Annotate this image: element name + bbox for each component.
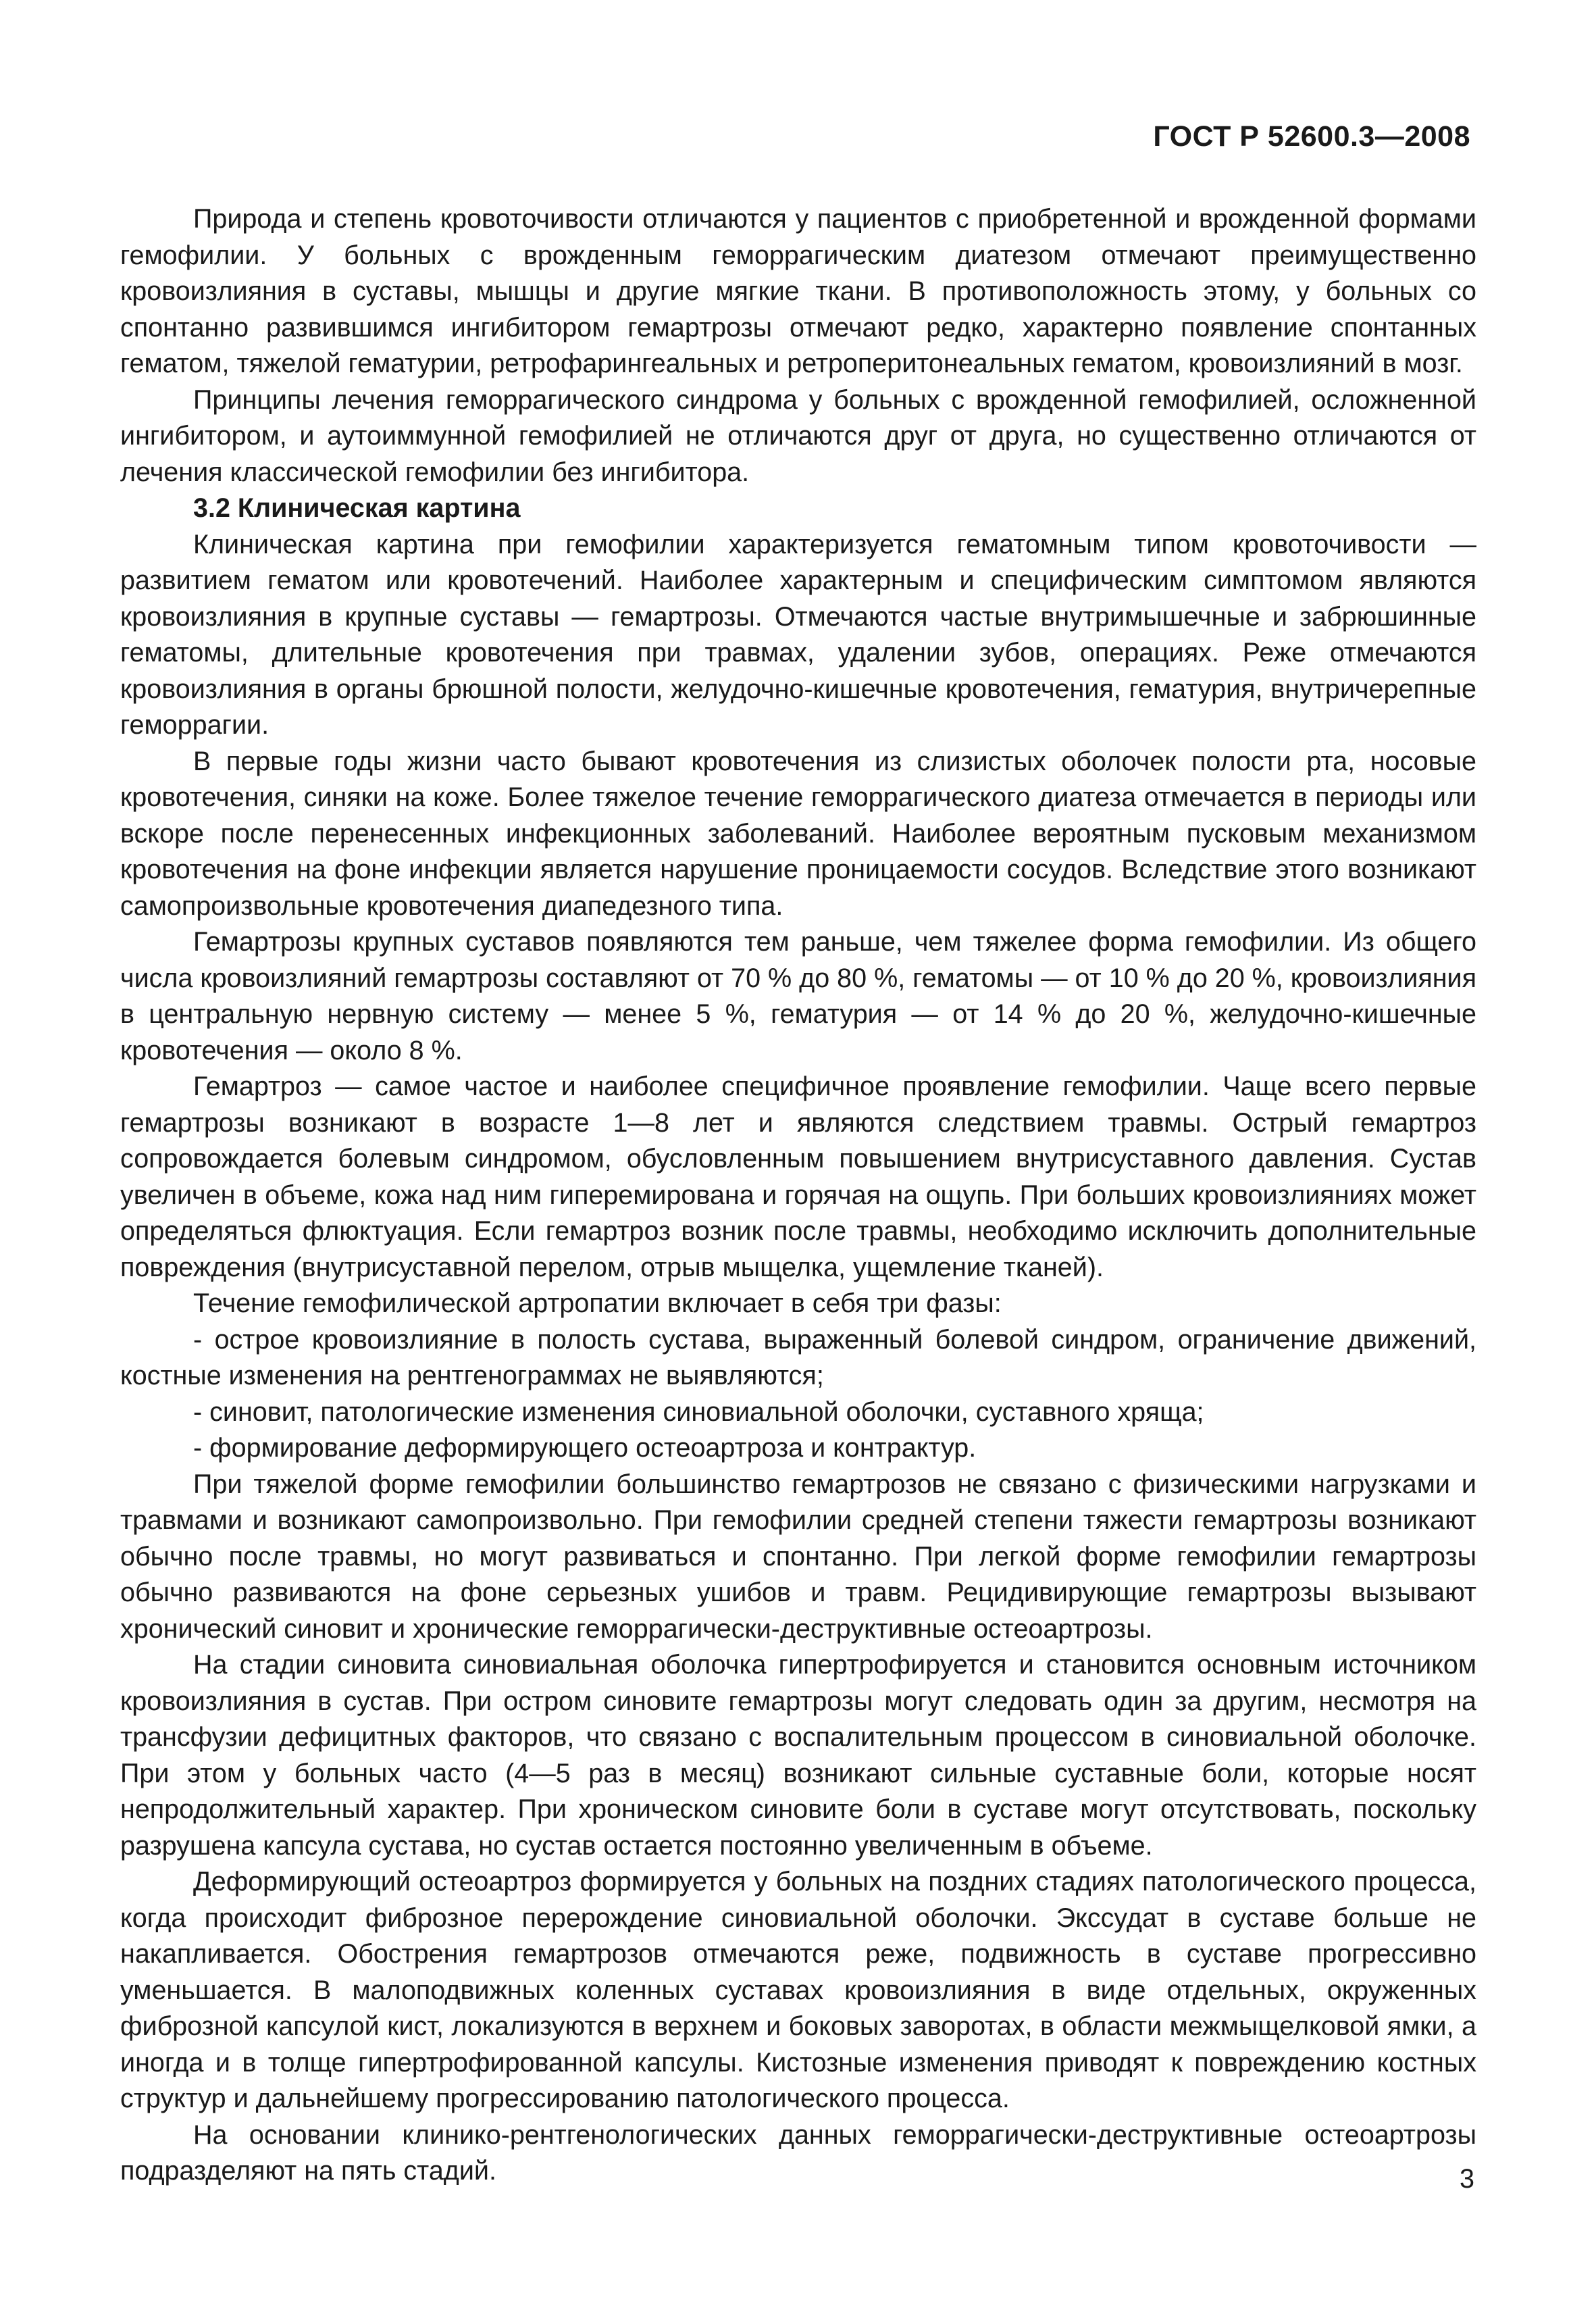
paragraph: При тяжелой форме гемофилии большинство гемартрозов не связано с физическими нагрузками и травмами и возникают самопроизвольно. При гемофилии средней степени тяжести гемартрозы возникают обычно после травмы, но могут развиваться и спонтанно. При легкой форме гемофилии гемартрозы обычно развиваются на фоне серьезных ушибов и травм. Рецидивирующие гемартрозы вызывают хронический синовит и хронические геморрагически-деструктивные остеоартрозы.	[120, 1469, 1476, 1644]
section-heading: 3.2 Клиническая картина	[193, 493, 521, 523]
paragraph: Клиническая картина при гемофилии характеризуется гематомным типом кровоточивости — развитием гематом или кровотечений. Наиболее характерным и специфическим симптомом являются кровоизлияния в крупные суставы — гемартрозы. Отмечаются частые внутримышечные и забрюшинные гематомы, длительные кровотечения при травмах, удалении зубов, операциях. Реже отмечаются кровоизлияния в органы брюшной полости, желудочно-кишечные кровотечения, гематурия, внутричерепные геморрагии.	[120, 529, 1476, 740]
paragraph: На основании клинико-рентгенологических данных геморрагически-деструктивные остеоартрозы подразделяют на пять стадий.	[120, 2119, 1476, 2186]
paragraph: Природа и степень кровоточивости отличаются у пациентов с приобретенной и врожденной формами гемофилии. У больных с врожденным геморрагическим диатезом отмечают преимущественно кровоизлияния в суставы, мышцы и другие мягкие ткани. В противоположность этому, у больных со спонтанно развившимся ингибитором гемартрозы отмечают редко, характерно появление спонтанных гематом, тяжелой гематурии, ретрофарингеальных и ретроперитонеальных гематом, кровоизлияний в мозг.	[120, 204, 1476, 378]
paragraph: Течение гемофилической артропатии включает в себя три фазы:	[193, 1288, 1002, 1318]
paragraph: На стадии синовита синовиальная оболочка гипертрофируется и становится основным источником кровоизлияния в сустав. При остром синовите гемартрозы могут следовать один за другим, несмотря на трансфузии дефицитных факторов, что связано с воспалительным процессом в синовиальной оболочке. При этом у больных часто (4—5 раз в месяц) возникают сильные суставные боли, которые носят непродолжительный характер. При хроническом синовите боли в суставе могут отсутствовать, поскольку разрушена капсула сустава, но сустав остается постоянно увеличенным в объеме.	[120, 1650, 1476, 1861]
paragraph: Принципы лечения геморрагического синдрома у больных с врожденной гемофилией, осложненной ингибитором, и аутоиммунной гемофилией не отличаются друг от друга, но существенно отличаются от лечения классической гемофилии без ингибитора.	[120, 384, 1476, 487]
list-item: - синовит, патологические изменения синовиальной оболочки, суставного хряща;	[193, 1397, 1204, 1427]
paragraph: Деформирующий остеоартроз формируется у больных на поздних стадиях патологического процесса, когда происходит фиброзное перерождение синовиальной оболочки. Экссудат в суставе больше не накапливается. Обострения гемартрозов отмечаются реже, подвижность в суставе прогрессивно уменьшается. В малоподвижных коленных суставах кровоизлияния в виде отдельных, окруженных фиброзной капсулой кист, локализуются в верхнем и боковых заворотах, в области межмыщелковой ямки, а иногда и в толще гипертрофированной капсулы. Кистозные изменения приводят к повреждению костных структур и дальнейшему прогрессированию патологического процесса.	[120, 1867, 1476, 2113]
document-body	[120, 201, 1476, 2190]
paragraph: Гемартроз — самое частое и наиболее специфичное проявление гемофилии. Чаще всего первые гемартрозы возникают в возрасте 1—8 лет и являются следствием травмы. Острый гемартроз сопровождается болевым синдромом, обусловленным повышением внутрисуставного давления. Сустав увеличен в объеме, кожа над ним гиперемирована и горячая на ощупь. При больших кровоизлияниях может определяться флюктуация. Если гемартроз возник после травмы, необходимо исключить дополнительные повреждения (внутрисуставной перелом, отрыв мыщелка, ущемление тканей).	[120, 1072, 1476, 1282]
document-header: ГОСТ Р 52600.3—2008	[1153, 120, 1470, 153]
list-item: - острое кровоизлияние в полость сустава, выраженный болевой синдром, ограничение движений, костные изменения на рентгенограммах не выявляются;	[120, 1324, 1476, 1390]
paragraph: В первые годы жизни часто бывают кровотечения из слизистых оболочек полости рта, носовые кровотечения, синяки на коже. Более тяжелое течение геморрагического диатеза отмечается в периоды или вскоре после перенесенных инфекционных заболеваний. Наиболее вероятным пусковым механизмом кровотечения на фоне инфекции является нарушение проницаемости сосудов. Вследствие этого возникают самопроизвольные кровотечения диапедезного типа.	[120, 746, 1476, 921]
list-item: - формирование деформирующего остеоартроза и контрактур.	[193, 1433, 977, 1463]
page-number: 3	[1460, 2164, 1474, 2194]
paragraph: Гемартрозы крупных суставов появляются тем раньше, чем тяжелее форма гемофилии. Из общего числа кровоизлияний гемартрозы составляют от 70 % до 80 %, гематомы — от 10 % до 20 %, кровоизлияния в центральную нервную систему — менее 5 %, гематурия — от 14 % до 20 %, желудочно-кишечные кровотечения — около 8 %.	[120, 927, 1476, 1065]
